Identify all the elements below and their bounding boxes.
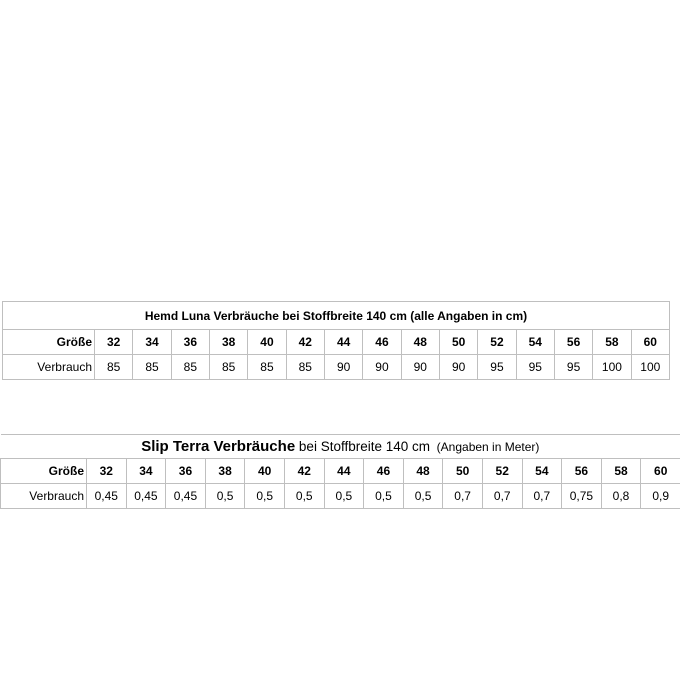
size-cell: 36 bbox=[166, 459, 206, 484]
size-cell: 52 bbox=[482, 459, 522, 484]
usage-cell: 0,5 bbox=[364, 484, 404, 509]
usage-cell: 0,45 bbox=[166, 484, 206, 509]
usage-cell: 100 bbox=[631, 355, 669, 380]
usage-cell: 85 bbox=[133, 355, 171, 380]
size-cell: 60 bbox=[641, 459, 680, 484]
size-cell: 52 bbox=[478, 330, 516, 355]
usage-cell: 100 bbox=[593, 355, 631, 380]
size-cell: 46 bbox=[364, 459, 404, 484]
size-cell: 44 bbox=[324, 330, 362, 355]
usage-row bbox=[1, 484, 680, 509]
usage-cell: 0,5 bbox=[403, 484, 443, 509]
usage-cell: 0,5 bbox=[205, 484, 245, 509]
size-cell: 32 bbox=[95, 330, 133, 355]
title-small-part: (Angaben in Meter) bbox=[430, 440, 540, 454]
size-cell: 58 bbox=[601, 459, 641, 484]
size-cell: 40 bbox=[245, 459, 285, 484]
usage-cell: 85 bbox=[286, 355, 324, 380]
size-label: Größe bbox=[1, 459, 87, 484]
title-bold-part: Slip Terra Verbräuche bbox=[141, 438, 296, 455]
usage-cell: 85 bbox=[95, 355, 133, 380]
size-cell: 58 bbox=[593, 330, 631, 355]
size-row bbox=[3, 330, 670, 355]
size-cell: 32 bbox=[87, 459, 127, 484]
usage-cell: 95 bbox=[478, 355, 516, 380]
usage-cell: 90 bbox=[324, 355, 362, 380]
usage-cell: 0,5 bbox=[245, 484, 285, 509]
usage-cell: 90 bbox=[363, 355, 401, 380]
table-title bbox=[1, 435, 680, 459]
size-label: Größe bbox=[3, 330, 95, 355]
usage-cell: 0,45 bbox=[87, 484, 127, 509]
size-cell: 54 bbox=[522, 459, 562, 484]
usage-label: Verbrauch bbox=[1, 484, 87, 509]
size-cell: 42 bbox=[286, 330, 324, 355]
usage-cell: 0,8 bbox=[601, 484, 641, 509]
usage-cell: 95 bbox=[554, 355, 592, 380]
usage-cell: 0,7 bbox=[482, 484, 522, 509]
size-cell: 38 bbox=[205, 459, 245, 484]
usage-cell: 85 bbox=[171, 355, 209, 380]
usage-cell: 0,9 bbox=[641, 484, 680, 509]
size-cell: 48 bbox=[403, 459, 443, 484]
size-cell: 48 bbox=[401, 330, 439, 355]
usage-cell: 85 bbox=[209, 355, 247, 380]
size-cell: 50 bbox=[439, 330, 477, 355]
usage-label: Verbrauch bbox=[3, 355, 95, 380]
usage-cell: 0,5 bbox=[284, 484, 324, 509]
usage-cell: 85 bbox=[248, 355, 286, 380]
size-cell: 44 bbox=[324, 459, 364, 484]
table-title: Hemd Luna Verbräuche bei Stoffbreite 140 cm (alle Angaben in cm) bbox=[3, 302, 670, 330]
size-cell: 56 bbox=[554, 330, 592, 355]
size-cell: 50 bbox=[443, 459, 483, 484]
size-cell: 34 bbox=[126, 459, 166, 484]
size-cell: 54 bbox=[516, 330, 554, 355]
usage-row bbox=[3, 355, 670, 380]
size-cell: 42 bbox=[284, 459, 324, 484]
size-cell: 60 bbox=[631, 330, 669, 355]
title-mid-part: bei Stoffbreite 140 cm bbox=[295, 439, 431, 454]
usage-cell: 0,7 bbox=[443, 484, 483, 509]
usage-cell: 95 bbox=[516, 355, 554, 380]
size-row bbox=[1, 459, 680, 484]
usage-cell: 0,7 bbox=[522, 484, 562, 509]
size-cell: 56 bbox=[562, 459, 602, 484]
usage-cell: 0,5 bbox=[324, 484, 364, 509]
size-cell: 40 bbox=[248, 330, 286, 355]
size-cell: 46 bbox=[363, 330, 401, 355]
slip-terra-usage-table bbox=[0, 434, 680, 509]
hemd-luna-usage-table bbox=[2, 301, 670, 380]
size-cell: 34 bbox=[133, 330, 171, 355]
usage-cell: 90 bbox=[401, 355, 439, 380]
usage-cell: 0,45 bbox=[126, 484, 166, 509]
size-cell: 38 bbox=[209, 330, 247, 355]
size-cell: 36 bbox=[171, 330, 209, 355]
usage-cell: 0,75 bbox=[562, 484, 602, 509]
usage-cell: 90 bbox=[439, 355, 477, 380]
